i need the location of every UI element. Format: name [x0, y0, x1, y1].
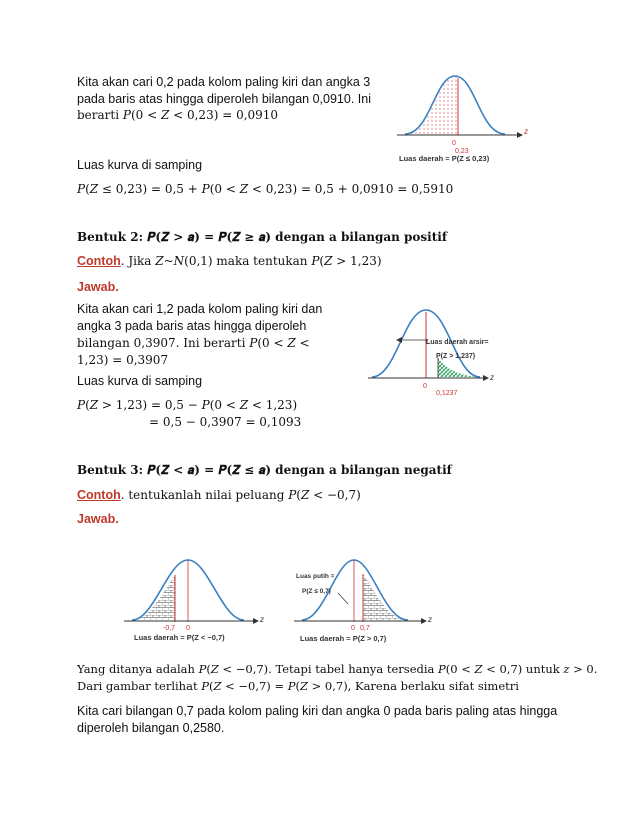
fig2-label-1: Luas daerah arsir=	[426, 339, 489, 346]
s3-title: Bentuk 3: 𝑷(𝒁 < 𝒂) = 𝑷(𝒁 ≤ 𝒂) dengan a bilangan negatif	[77, 463, 452, 477]
s2-equation-1: 𝑃(𝑍 > 1,23) = 0,5 − 𝑃(0 < 𝑍 < 1,23)	[77, 398, 298, 412]
fig1-value-label: 0,23	[455, 148, 469, 155]
normal-curve-figure-1	[395, 68, 535, 168]
s2-paragraph-line2: angka 3 pada baris atas hingga diperoleh	[77, 319, 307, 333]
s3-jawab: Jawab.	[77, 512, 119, 526]
s3-ditanya-line2: Dari gambar terlihat 𝑃(𝑍 < −0,7) = 𝑃(𝑍 > 0,7), Karena berlaku sifat simetri	[77, 679, 519, 693]
s1-paragraph-line2: pada baris atas hingga diperoleh bilangan 0,0910. Ini	[77, 92, 371, 106]
s2-paragraph-line1: Kita akan cari 1,2 pada kolom paling kiri dan	[77, 302, 323, 316]
fig2-zero-label: 0	[423, 383, 427, 390]
normal-curve-figure-right	[290, 548, 440, 645]
s2-contoh-line	[77, 253, 382, 269]
s3-contoh-label: Contoh	[77, 488, 121, 502]
figR-caption: Luas daerah = P(Z > 0,7)	[300, 634, 387, 643]
s1-luas-kurva: Luas kurva di samping	[77, 158, 203, 172]
s2-paragraph-line3: bilangan 0,3907. Ini berarti 𝑃(0 < 𝑍 <	[77, 336, 310, 350]
fig1-zero-label: 0	[452, 140, 456, 147]
figR-label-1: Luas putih =	[296, 573, 335, 580]
s2-contoh-label: Contoh	[77, 254, 121, 268]
s2-title: Bentuk 2: 𝑷(𝒁 > 𝒂) = 𝑷(𝒁 ≥ 𝒂) dengan a bilangan positif	[77, 230, 447, 244]
figR-value-label: 0,7	[360, 625, 370, 632]
s2-jawab: Jawab.	[77, 280, 119, 294]
figL-zero-label: 0	[186, 625, 190, 632]
fig1-z-label: z	[524, 127, 528, 136]
s1-paragraph-line3: berarti 𝑃(0 < 𝑍 < 0,23) = 0,0910	[77, 108, 279, 122]
figR-z-label: z	[428, 615, 432, 624]
fig2-label-2: P(Z > 1,237)	[436, 353, 476, 360]
s3-kita-cari-line1: Kita cari bilangan 0,7 pada kolom paling kiri dan angka 0 pada baris paling atas hingga	[77, 704, 558, 718]
s1-paragraph-line1: Kita akan cari 0,2 pada kolom paling kiri dan angka 3	[77, 75, 371, 89]
s3-kita-cari-line2: diperoleh bilangan 0,2580.	[77, 721, 225, 735]
figL-caption: Luas daerah = P(Z < −0,7)	[134, 633, 225, 642]
fig1-caption: Luas daerah = P(Z ≤ 0,23)	[399, 154, 490, 163]
figR-zero-label: 0	[351, 625, 355, 632]
s2-contoh-text: . Jika 𝑍~𝑁(0,1) maka tentukan 𝑃(𝑍 > 1,23)	[120, 254, 382, 268]
fig2-value-label: 0,1237	[436, 390, 458, 397]
normal-curve-figure-left	[120, 550, 270, 645]
s2-luas-kurva: Luas kurva di samping	[77, 374, 203, 388]
s3-contoh-line	[77, 487, 361, 503]
s2-equation-2: = 0,5 − 0,3907 = 0,1093	[149, 415, 302, 429]
figL-neg-label: -0,7	[163, 625, 176, 632]
figL-z-label: z	[260, 615, 264, 624]
s1-equation: 𝑃(𝑍 ≤ 0,23) = 0,5 + 𝑃(0 < 𝑍 < 0,23) = 0,5 + 0,0910 = 0,5910	[77, 182, 454, 196]
s3-contoh-text: . tentukanlah nilai peluang 𝑃(𝑍 < −0,7)	[120, 488, 361, 502]
fig2-z-label: z	[490, 373, 494, 382]
figR-label-2: P(Z ≤ 0,7)	[302, 588, 331, 595]
s3-ditanya-line1: Yang ditanya adalah 𝑃(𝑍 < −0,7). Tetapi tabel hanya tersedia 𝑃(0 < 𝑍 < 0,7) untuk 𝑧 > 0.	[77, 662, 598, 676]
normal-curve-figure-2	[366, 300, 496, 400]
s2-paragraph-line4: 1,23) = 0,3907	[77, 353, 169, 367]
